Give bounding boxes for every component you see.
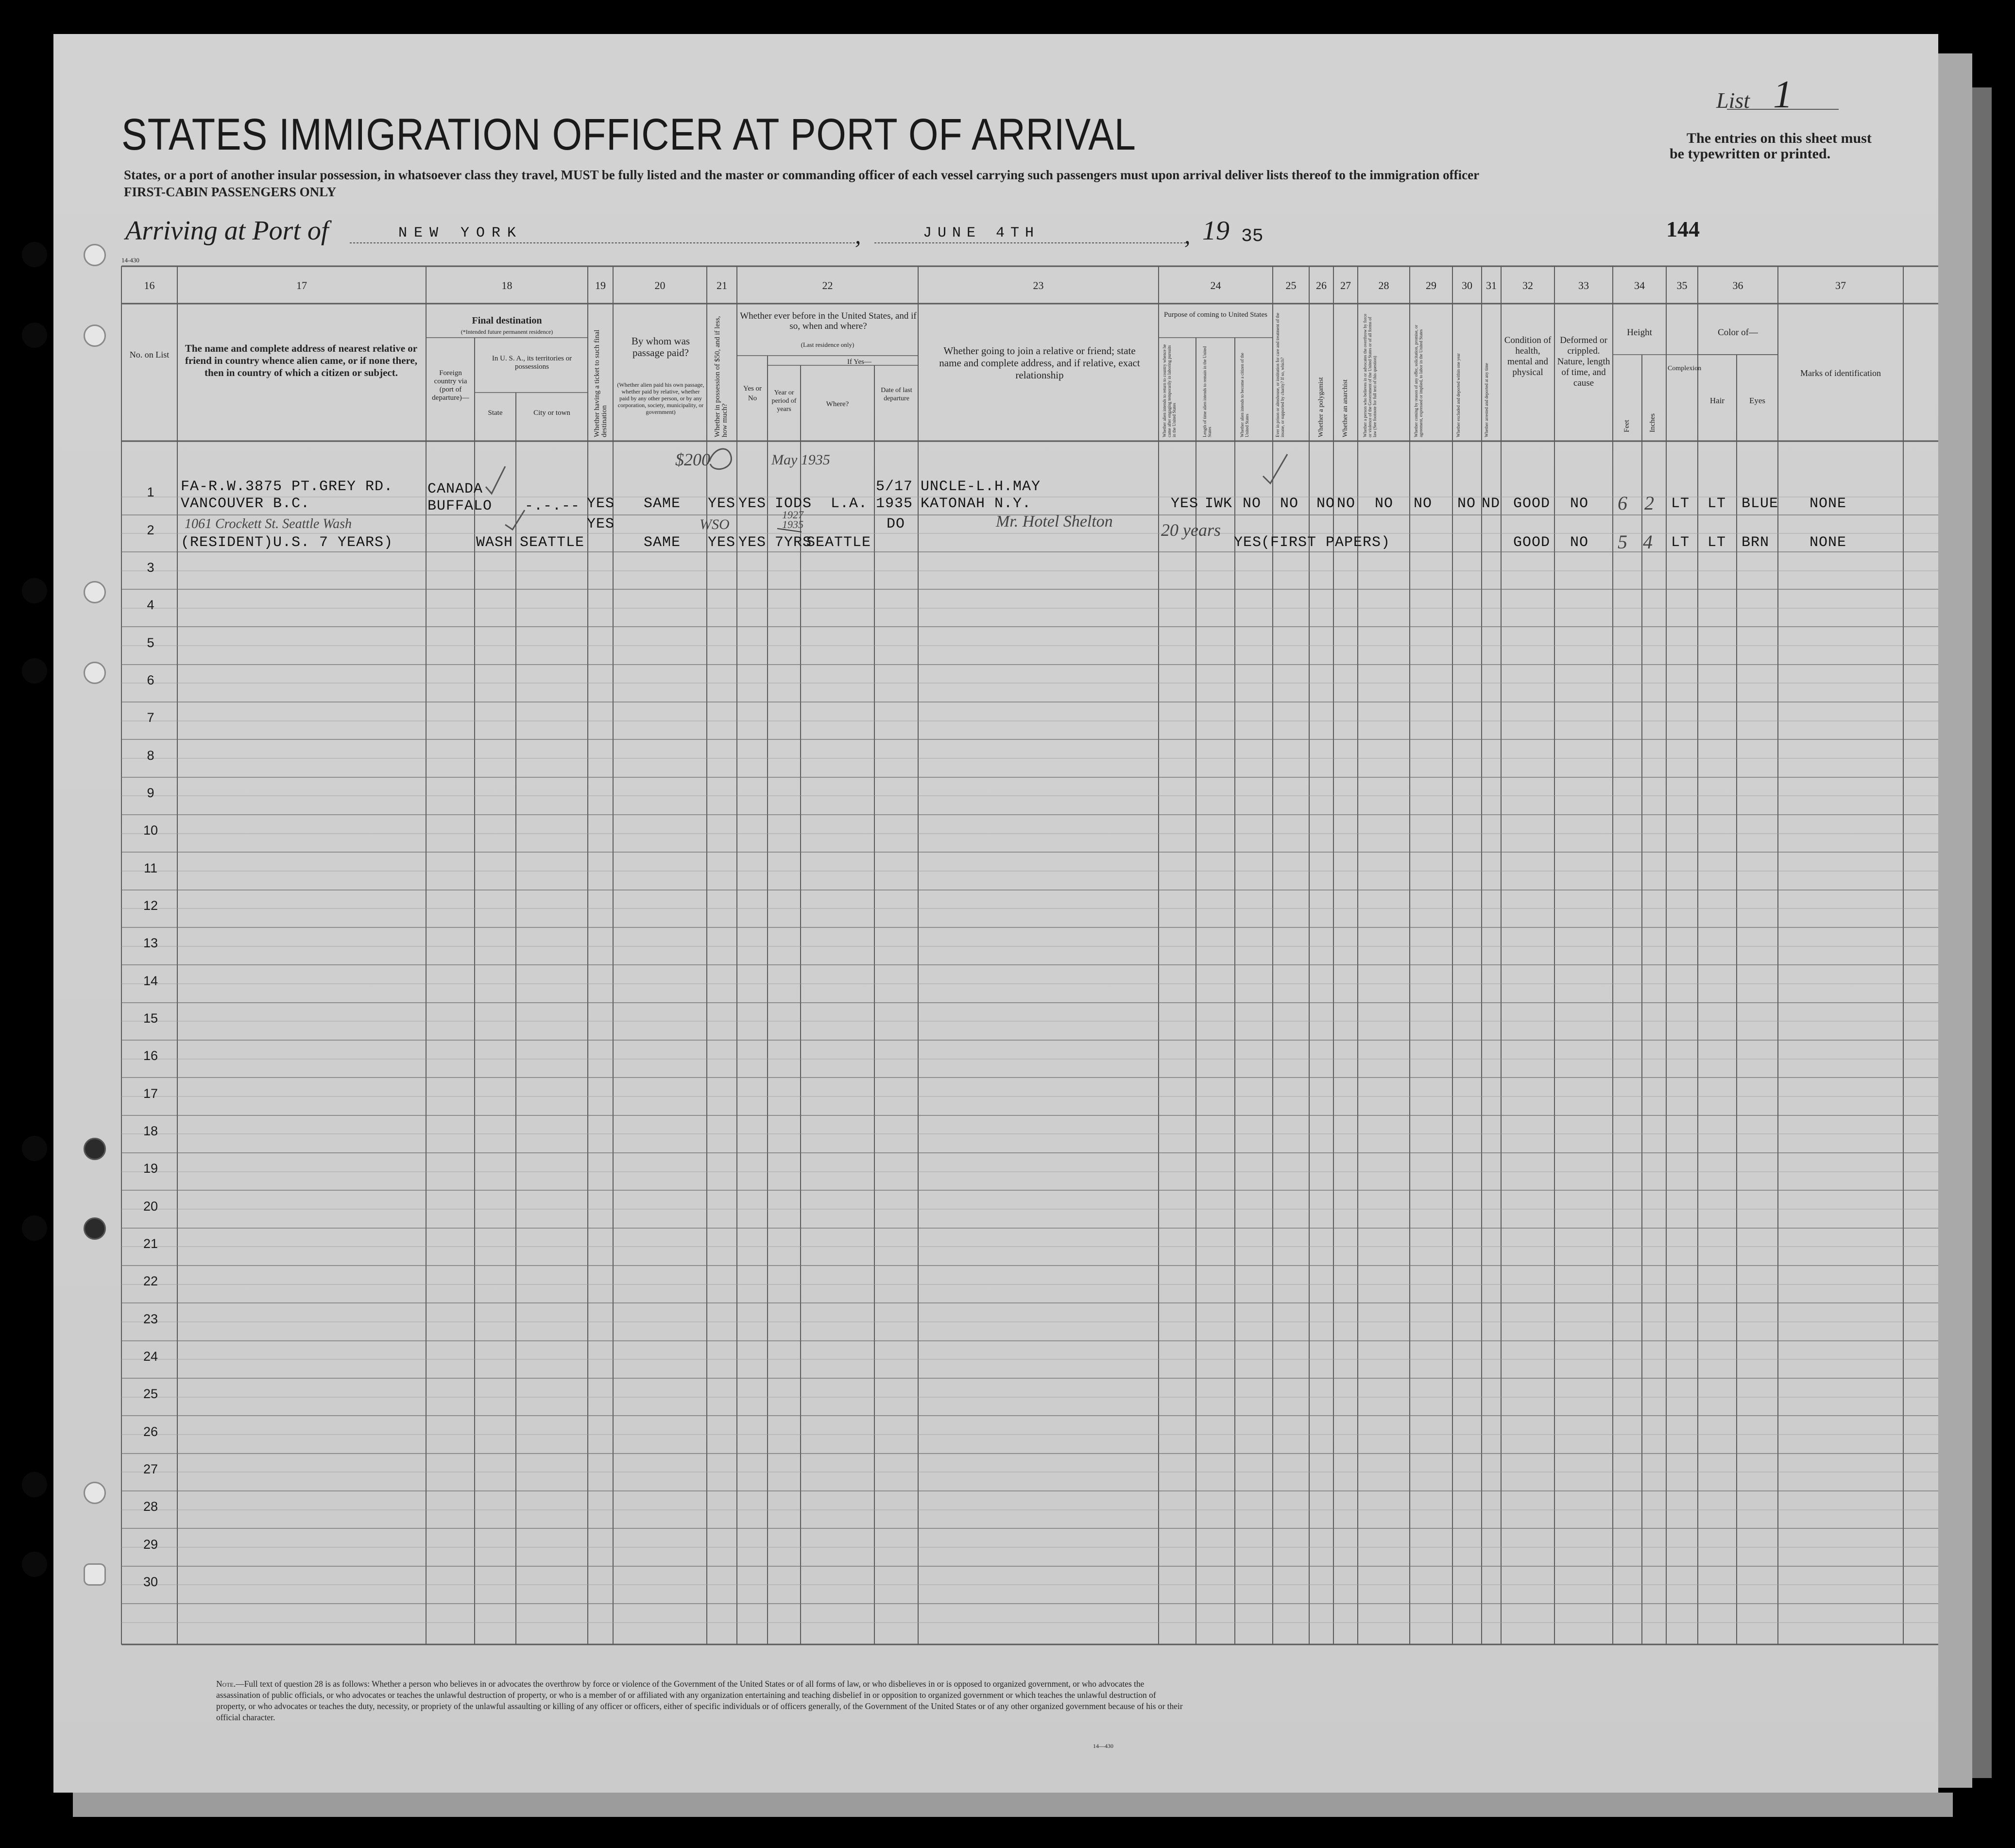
col-num-17: 17 [296,279,307,291]
header-last-residence: (Last residence only) [801,341,854,348]
row-number: 4 [147,598,154,612]
row-number: 17 [143,1086,158,1101]
row-number: 9 [147,786,154,800]
row-number: 8 [147,748,154,763]
handwritten-join-row2: Mr. Hotel Shelton [996,513,1113,530]
header-relative-friend: The name and complete address of nearest relative or friend in country whence alien came, or if none there, then in country of which a citizen or subject. [185,342,418,378]
row-number: 3 [147,560,154,575]
row1-where: L.A. [831,496,868,512]
row-number: 22 [143,1274,158,1288]
row2-citizen: YES [1234,534,1262,551]
row1-before: YES [738,496,767,512]
row-number: 5 [147,635,154,650]
row-number: 29 [143,1537,158,1552]
row1-foreign-line2: BUFFALO [427,498,493,514]
row-number: 18 [143,1124,158,1138]
header-feet: Feet [1623,420,1631,432]
col-num-26: 26 [1316,279,1327,291]
page-title: STATES IMMIGRATION OFFICER AT PORT OF ARRIVAL [121,110,1136,159]
row-number: 11 [143,861,158,875]
row-number: 28 [143,1499,158,1514]
header-city-town: City or town [533,409,570,417]
row1-year: IODS [775,496,812,512]
row-number: 24 [143,1349,158,1364]
header-final-destination: Final destination [472,315,542,326]
header-complexion: Complexion [1668,365,1702,372]
form-code: 14-430 [121,257,139,264]
row-number: 2 [147,523,154,537]
col-num-35: 35 [1676,279,1688,291]
footnote-text: —Full text of question 28 is as follows: Whether a person who believes in or advocates the overthrow by force or violence of the Government of the United States or of all forms of law, or who disbelieves in or is opposed to organized government, or who advocates the assassination of public officials, or who advocates or teaches the unlawful destruction of property, or who is a member of or affiliated with any organization entertaining and teaching disbelief in or opposition to organized government or which teaches the unlawful destruction of property, or who advocates or teaches the duty, necessity, or propriety of the unlawful assaulting or killing of any officer or officers, either of specific individuals or of officers generally, of the Government of the United States or of any other organized government because of his or their official character. [216,1679,1183,1722]
handwritten-money-row2: WSO [700,516,730,532]
row1-anarchist: NO [1337,496,1356,512]
header-possession-50: Whether in possession of $50, and if less, how much? [714,316,729,437]
row2-prison: (FIRST PAPERS) [1261,534,1391,551]
class-line: FIRST-CABIN PASSENGERS ONLY [124,185,337,199]
row2-where: SEATTLE [806,534,871,551]
handwritten-relative-address: 1061 Crockett St. Seattle Wash [185,516,352,531]
port-name: NEW YORK [398,225,523,241]
footnote-label: Note. [216,1679,236,1689]
header-condition: Condition of health, mental and physical [1504,335,1552,377]
header-eyes: Eyes [1749,396,1766,405]
header-ever-before: Whether ever before in the United States, and if so, when and where? [740,311,917,331]
row2-state: WASH [476,534,513,551]
row-number: 10 [143,823,158,838]
row1-intend-return: YES [1171,496,1199,512]
handwritten-money-row1: $200 [675,450,710,469]
col-num-24: 24 [1210,279,1221,291]
row-number: 27 [143,1462,158,1476]
header-foreign-country: Foreign country via (port of departure)— [432,369,469,402]
row-number: 16 [143,1048,158,1063]
col-num-19: 19 [595,279,606,291]
row-number: 14 [143,974,158,988]
row1-citizen: NO [1243,496,1262,512]
row1-ticket: YES [587,496,615,512]
row-number: 12 [143,898,158,913]
col-num-31: 31 [1486,279,1497,291]
col-num-34: 34 [1634,279,1645,291]
header-q29: Whether coming by reason of any offer, solicitation, promise, or agreement, expressed or implied, to labor in the United States [1414,325,1423,437]
col-num-33: 33 [1578,279,1589,291]
row-number: 23 [143,1312,158,1326]
row2-relative: (RESIDENT)U.S. 7 YEARS) [181,534,393,551]
header-if-yes: If Yes— [847,358,871,366]
row2-departure: DO [887,516,905,532]
row2-hair: LT [1708,534,1726,551]
row2-city: SEATTLE [520,534,585,551]
row1-foreign: CANADA [427,481,483,497]
col-num-32: 32 [1522,279,1533,291]
header-usa-territories: In U. S. A., its territories or possessions [492,355,572,371]
row1-paid: SAME [644,496,681,512]
header-passage-paid-sub: (Whether alien paid his own passage, whether paid by relative, whether paid by any other person, or by any corporation, society, municipality, or government) [617,381,704,415]
row2-paid: SAME [644,534,681,551]
row1-relative: FA-R.W.3875 PT.GREY RD. [181,479,393,495]
row2-ticket: YES [587,516,615,532]
row1-city: -.-.-- [525,498,581,514]
row2-health: GOOD [1513,534,1551,551]
row1-q30: NO [1457,496,1476,512]
header-hair: Hair [1709,396,1725,405]
row1-departure-line2: 1935 [876,496,913,512]
row1-hair: LT [1708,496,1726,512]
header-color-of: Color of— [1718,327,1758,338]
col-num-27: 27 [1340,279,1351,291]
col-num-18: 18 [501,279,512,291]
header-polygamist: Whether a polygamist [1317,377,1325,437]
header-no-on-list: No. on List [129,350,170,359]
row-number: 7 [147,710,154,725]
col-num-21: 21 [717,279,727,291]
handwritten-year-row1: May 1935 [771,452,830,468]
arrival-date: JUNE 4TH [923,225,1040,241]
row-number: 21 [143,1236,158,1251]
col-num-28: 28 [1378,279,1389,291]
row-number: 1 [147,485,154,499]
row2-complexion: LT [1671,534,1690,551]
col-num-30: 30 [1462,279,1472,291]
footnote [216,1678,1183,1723]
header-date-departure: Date of last departure [881,387,912,402]
row1-join-line2: KATONAH N.Y. [921,496,1032,512]
row-number: 25 [143,1386,158,1401]
col-num-37: 37 [1835,279,1846,291]
row1-departure: 5/17 [876,479,913,495]
header-q31: Whether arrested and deported at any time [1484,363,1489,437]
row1-eyes: BLUE [1742,496,1779,512]
row1-marks: NONE [1810,496,1847,512]
row1-polygamist: NO [1316,496,1335,512]
row1-q29: NO [1414,496,1433,512]
row2-eyes: BRN [1742,534,1770,551]
header-marks: Marks of identification [1800,368,1881,378]
year-suffix: 35 [1241,226,1264,247]
row-number: 30 [143,1574,158,1589]
row-number: 26 [143,1424,158,1439]
header-purpose-return: Whether alien intends to return to country whence he came after engaging temporarily in laboring pursuits in the United States [1162,344,1177,437]
instruction-line: States, or a port of another insular possession, in whatsoever class they travel, MUST be fully listed and the master or commanding officer of each vessel carrying such passengers must upon arrival deliver lists thereof to the immigration officer [124,168,1480,182]
row1-join: UNCLE-L.H.MAY [921,479,1041,495]
header-where: Where? [826,400,849,408]
row-number: 6 [147,673,154,687]
row1-length: IWK [1205,496,1233,512]
row-number: 13 [143,936,158,950]
row1-complexion: LT [1671,496,1690,512]
col-num-36: 36 [1732,279,1743,291]
arriving-label: Arriving at Port of [125,216,329,246]
header-purpose-citizen: Whether alien intends to become a citizen of the United States [1240,353,1249,437]
header-purpose-length: Length of time alien intends to remain in the United States [1202,346,1212,437]
row2-before: YES [738,534,767,551]
row1-prison: NO [1280,496,1299,512]
list-number: 1 [1773,73,1793,116]
col-num-29: 29 [1426,279,1436,291]
row1-money: YES [708,496,736,512]
header-deformed: Deformed or crippled. Nature, length of time, and cause [1557,335,1610,388]
row-number: 19 [143,1161,158,1176]
header-yes-no: Yes or No [743,385,762,402]
typewritten-notice-1: The entries on this sheet must [1687,130,1872,146]
typewritten-notice-2: be typewritten or printed. [1670,146,1831,162]
row1-deformed: NO [1570,496,1589,512]
col-num-23: 23 [1033,279,1044,291]
row2-feet: 5 [1618,531,1627,553]
col-num-22: 22 [822,279,833,291]
col-num-20: 20 [654,279,666,291]
handwritten-year-row2: 1927 1935 [782,509,803,530]
header-prison: Ever in prison or almshouse, or institution for care and treatment of the insane, or supported by charity? If so, which? [1275,312,1285,437]
row2-money: YES [708,534,736,551]
col-num-25: 25 [1285,279,1297,291]
row2-inches: 4 [1643,531,1653,553]
list-label: List [1716,88,1750,113]
header-q30: Whether excluded and deported within one year [1456,353,1461,437]
header-inches: Inches [1649,413,1656,432]
page-number: 144 [1666,217,1700,241]
row2-year: 7YRS [775,534,812,551]
header-join-relative: Whether going to join a relative or friend; state name and complete address, and if relative, exact relationship [939,345,1140,381]
row-number: 20 [143,1199,158,1214]
row2-deformed: NO [1570,534,1589,551]
row-number: 15 [143,1011,158,1026]
header-final-destination-sub: (*Intended future permanent residence) [461,328,553,335]
footnote-code: 14—430 [1093,1743,1113,1749]
header-year-period: Year or period of years [771,389,797,413]
header-anarchist: Whether an anarchist [1342,379,1349,437]
row1-health: GOOD [1513,496,1551,512]
header-height: Height [1627,327,1652,338]
header-state: State [488,409,503,417]
handwritten-purpose-row2: 20 years [1161,520,1221,540]
header-q28: Whether a person who believes in or advocates the overthrow by force or violence of the Government of the United States or of all forms of law (See footnote for full text of this question) [1363,313,1377,437]
row2-marks: NONE [1810,534,1847,551]
header-purpose: Purpose of coming to United States [1164,311,1267,319]
header-ticket: Whether having a ticket to such final destination [593,329,608,437]
year-prefix: 19 [1202,216,1229,246]
row1-q31: ND [1482,496,1501,512]
row1-relative-line2: VANCOUVER B.C. [181,496,310,512]
col-num-16: 16 [144,279,155,291]
header-passage-paid: By whom was passage paid? [631,335,690,359]
row1-q28: NO [1375,496,1394,512]
row1-feet: 6 [1618,492,1627,514]
row1-inches: 2 [1644,492,1654,514]
